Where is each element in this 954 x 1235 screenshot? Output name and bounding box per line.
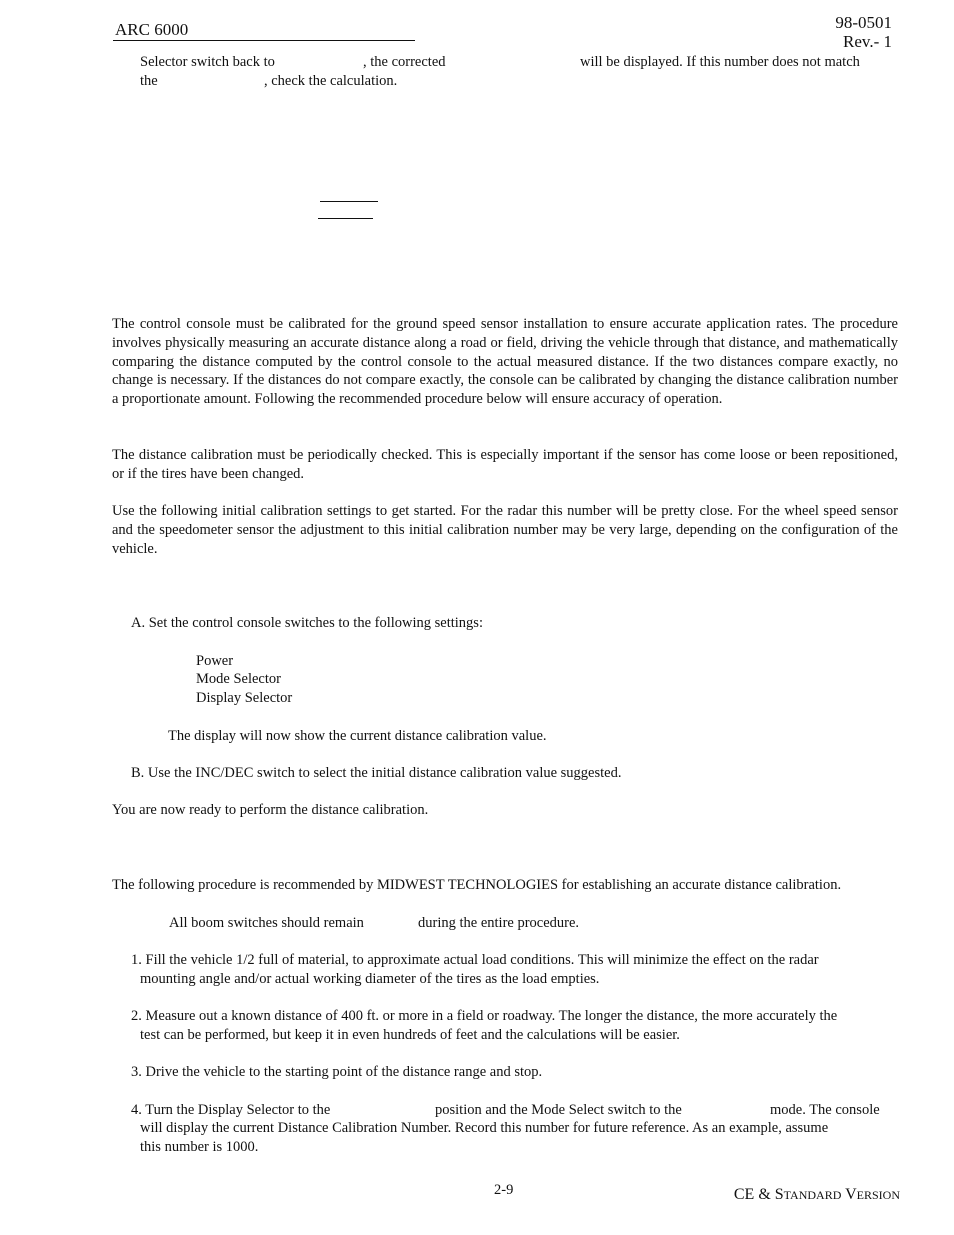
setup-note: The display will now show the current distance calibration value. [168, 728, 547, 744]
intro-paragraph-calibration: The control console must be calibrated for the ground speed sensor installation to ensure accurate application rates. The procedure involves physically measuring an accurate distance along a road or field, driving the vehicle through that distance, and mathematically comparing the distance computed by the control console to the actual measured distance. If the two distances compare exactly, no change is necessary. If the distances do not compare exactly, the console can be calibrated by changing the distance calibration number a proportionate amount. Following the recommended procedure below will ensure accuracy of operation. [112, 316, 898, 408]
procedure-intro: The following procedure is recommended by MIDWEST TECHNOLOGIES for establishing an accurate distance calibration. [112, 877, 842, 893]
version-tandard: TANDARD [783, 1188, 842, 1202]
procedure-step-1-line-2: mounting angle and/or actual working diameter of the tires as the load empties. [140, 971, 600, 987]
top-line-2-a: the [140, 73, 158, 89]
version-label [734, 1186, 900, 1204]
page-number: 2-9 [494, 1182, 514, 1198]
document-number: 98-0501 [835, 13, 892, 32]
switch-mode-selector: Mode Selector [196, 671, 281, 687]
procedure-step-2-line-2: test can be performed, but keep it in even hundreds of feet and the calculations will be easier. [140, 1027, 680, 1043]
boom-note-a: All boom switches should remain [169, 915, 364, 931]
procedure-step-4-b: position and the Mode Select switch to the [435, 1102, 682, 1118]
procedure-step-4-line-3: this number is 1000. [140, 1139, 259, 1155]
procedure-step-4-line-2: will display the current Distance Calibration Number. Record this number for future reference. As an example, assume [140, 1120, 829, 1136]
procedure-step-4-c: mode. The console [770, 1102, 880, 1118]
procedure-step-1-line-1: 1. Fill the vehicle 1/2 full of material, to approximate actual load conditions. This will minimize the effect on the radar [131, 952, 819, 968]
setup-step-b: B. Use the INC/DEC switch to select the initial distance calibration value suggested. [131, 765, 622, 781]
procedure-step-2-line-1: 2. Measure out a known distance of 400 ft. or more in a field or roadway. The longer the distance, the more accurately the [131, 1008, 838, 1024]
version-s: S [774, 1186, 784, 1203]
boom-note-b: during the entire procedure. [418, 915, 580, 931]
version-ce: CE & [733, 1186, 771, 1203]
setup-step-a: A. Set the control console switches to the following settings: [131, 615, 483, 631]
top-line-1-b: , the corrected [363, 54, 446, 70]
version-ersion: ERSION [856, 1188, 900, 1202]
top-line-1-a: Selector switch back to [140, 54, 275, 70]
intro-paragraph-initial-settings: Use the following initial calibration settings to get started. For the radar this number will be pretty close. For the wheel speed sensor and the speedometer sensor the adjustment to this initial calibration number may be very large, depending on the configuration of the vehicle. [112, 503, 898, 557]
procedure-step-3: 3. Drive the vehicle to the starting point of the distance range and stop. [131, 1064, 543, 1080]
procedure-step-4-a: 4. Turn the Display Selector to the [131, 1102, 331, 1118]
document-number-block [835, 13, 892, 51]
switch-power: Power [196, 653, 234, 669]
document-revision: Rev.- 1 [843, 32, 892, 51]
version-v: V [845, 1186, 857, 1203]
switch-display-selector: Display Selector [196, 690, 293, 706]
document-name: ARC 6000 [113, 20, 415, 41]
top-line-1-c: will be displayed. If this number does not match [580, 54, 860, 70]
fraction-line-denominator [318, 218, 373, 219]
fraction-line-numerator [320, 201, 378, 202]
ready-text: You are now ready to perform the distance calibration. [112, 802, 429, 818]
intro-paragraph-periodic-check: The distance calibration must be periodically checked. This is especially important if the sensor has come loose or been repositioned, or if the tires have been changed. [112, 447, 898, 482]
top-line-2-b: , check the calculation. [264, 73, 398, 89]
